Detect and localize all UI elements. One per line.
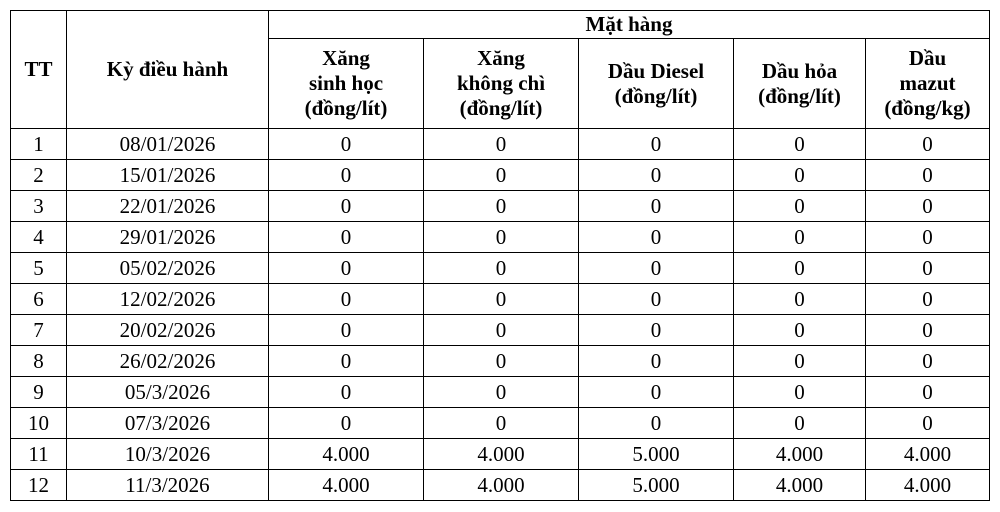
cell-diesel: 0 — [579, 408, 734, 439]
cell-period: 20/02/2026 — [67, 315, 269, 346]
header-product-line: mazut — [899, 71, 956, 95]
cell-tt: 12 — [11, 470, 67, 501]
cell-kerosene: 4.000 — [734, 439, 866, 470]
header-product-4 — [734, 39, 866, 129]
cell-unleaded-gasoline: 0 — [424, 346, 579, 377]
cell-bio-gasoline: 0 — [269, 346, 424, 377]
cell-diesel: 0 — [579, 346, 734, 377]
price-table — [10, 10, 990, 501]
cell-tt: 2 — [11, 160, 67, 191]
table-row — [11, 160, 990, 191]
cell-period: 05/3/2026 — [67, 377, 269, 408]
cell-tt: 3 — [11, 191, 67, 222]
header-product-2 — [424, 39, 579, 129]
cell-mazut: 0 — [866, 222, 990, 253]
header-period: Kỳ điều hành — [67, 11, 269, 129]
header-product-line: (đồng/kg) — [884, 96, 971, 120]
cell-diesel: 5.000 — [579, 439, 734, 470]
header-product-line: Dầu hỏa — [761, 58, 838, 83]
cell-unleaded-gasoline: 0 — [424, 222, 579, 253]
cell-unleaded-gasoline: 0 — [424, 253, 579, 284]
table-row — [11, 222, 990, 253]
table-row — [11, 408, 990, 439]
cell-unleaded-gasoline: 0 — [424, 129, 579, 160]
cell-unleaded-gasoline: 4.000 — [424, 439, 579, 470]
cell-diesel: 0 — [579, 222, 734, 253]
cell-bio-gasoline: 0 — [269, 160, 424, 191]
cell-diesel: 0 — [579, 377, 734, 408]
cell-period: 10/3/2026 — [67, 439, 269, 470]
header-product-line: không chì — [456, 71, 546, 95]
header-product-group: Mặt hàng — [269, 11, 990, 39]
cell-bio-gasoline: 4.000 — [269, 470, 424, 501]
cell-kerosene: 0 — [734, 191, 866, 222]
header-row-group — [11, 11, 990, 39]
cell-tt: 10 — [11, 408, 67, 439]
table-row — [11, 129, 990, 160]
cell-bio-gasoline: 0 — [269, 191, 424, 222]
table-row — [11, 470, 990, 501]
header-product-3 — [579, 39, 734, 129]
cell-tt: 7 — [11, 315, 67, 346]
cell-mazut: 0 — [866, 346, 990, 377]
cell-bio-gasoline: 4.000 — [269, 439, 424, 470]
cell-kerosene: 0 — [734, 129, 866, 160]
cell-kerosene: 0 — [734, 377, 866, 408]
cell-period: 05/02/2026 — [67, 253, 269, 284]
table-row — [11, 346, 990, 377]
cell-kerosene: 0 — [734, 408, 866, 439]
cell-mazut: 0 — [866, 160, 990, 191]
cell-bio-gasoline: 0 — [269, 377, 424, 408]
cell-unleaded-gasoline: 0 — [424, 377, 579, 408]
cell-unleaded-gasoline: 0 — [424, 191, 579, 222]
cell-tt: 1 — [11, 129, 67, 160]
header-tt: TT — [11, 11, 67, 129]
cell-period: 22/01/2026 — [67, 191, 269, 222]
table-body — [11, 129, 990, 501]
cell-unleaded-gasoline: 0 — [424, 284, 579, 315]
cell-kerosene: 0 — [734, 160, 866, 191]
cell-kerosene: 4.000 — [734, 470, 866, 501]
table-row — [11, 315, 990, 346]
cell-period: 08/01/2026 — [67, 129, 269, 160]
cell-kerosene: 0 — [734, 315, 866, 346]
cell-bio-gasoline: 0 — [269, 284, 424, 315]
cell-diesel: 0 — [579, 284, 734, 315]
cell-bio-gasoline: 0 — [269, 129, 424, 160]
cell-mazut: 0 — [866, 253, 990, 284]
table-row — [11, 377, 990, 408]
header-product-line: Xăng — [477, 46, 525, 70]
cell-mazut: 0 — [866, 315, 990, 346]
cell-unleaded-gasoline: 0 — [424, 408, 579, 439]
cell-period: 26/02/2026 — [67, 346, 269, 377]
cell-kerosene: 0 — [734, 253, 866, 284]
cell-bio-gasoline: 0 — [269, 222, 424, 253]
cell-bio-gasoline: 0 — [269, 408, 424, 439]
cell-tt: 6 — [11, 284, 67, 315]
cell-period: 12/02/2026 — [67, 284, 269, 315]
cell-mazut: 4.000 — [866, 439, 990, 470]
cell-diesel: 0 — [579, 160, 734, 191]
cell-bio-gasoline: 0 — [269, 315, 424, 346]
table-row — [11, 191, 990, 222]
table-header — [11, 11, 990, 129]
cell-period: 29/01/2026 — [67, 222, 269, 253]
cell-tt: 11 — [11, 439, 67, 470]
header-product-line: (đồng/lít) — [304, 96, 388, 120]
header-product-line: sinh học — [308, 71, 384, 95]
header-product-line: Dầu Diesel — [607, 58, 705, 83]
cell-tt: 5 — [11, 253, 67, 284]
cell-kerosene: 0 — [734, 284, 866, 315]
header-product-1 — [269, 39, 424, 129]
cell-mazut: 0 — [866, 191, 990, 222]
cell-diesel: 0 — [579, 253, 734, 284]
cell-period: 11/3/2026 — [67, 470, 269, 501]
cell-mazut: 0 — [866, 408, 990, 439]
cell-mazut: 0 — [866, 284, 990, 315]
table-row — [11, 253, 990, 284]
cell-mazut: 0 — [866, 129, 990, 160]
table-row — [11, 439, 990, 470]
header-product-line: (đồng/lít) — [614, 83, 698, 108]
cell-tt: 9 — [11, 377, 67, 408]
cell-kerosene: 0 — [734, 346, 866, 377]
header-product-line: (đồng/lít) — [459, 96, 543, 120]
cell-bio-gasoline: 0 — [269, 253, 424, 284]
cell-tt: 4 — [11, 222, 67, 253]
table-row — [11, 284, 990, 315]
cell-kerosene: 0 — [734, 222, 866, 253]
header-product-line: (đồng/lít) — [758, 83, 841, 108]
header-product-5 — [866, 39, 990, 129]
cell-diesel: 0 — [579, 129, 734, 160]
cell-unleaded-gasoline: 4.000 — [424, 470, 579, 501]
cell-tt: 8 — [11, 346, 67, 377]
cell-period: 15/01/2026 — [67, 160, 269, 191]
cell-diesel: 0 — [579, 315, 734, 346]
header-product-line: Dầu — [908, 46, 947, 70]
cell-mazut: 4.000 — [866, 470, 990, 501]
cell-period: 07/3/2026 — [67, 408, 269, 439]
cell-diesel: 0 — [579, 191, 734, 222]
cell-mazut: 0 — [866, 377, 990, 408]
cell-diesel: 5.000 — [579, 470, 734, 501]
cell-unleaded-gasoline: 0 — [424, 160, 579, 191]
cell-unleaded-gasoline: 0 — [424, 315, 579, 346]
header-product-line: Xăng — [322, 46, 370, 70]
